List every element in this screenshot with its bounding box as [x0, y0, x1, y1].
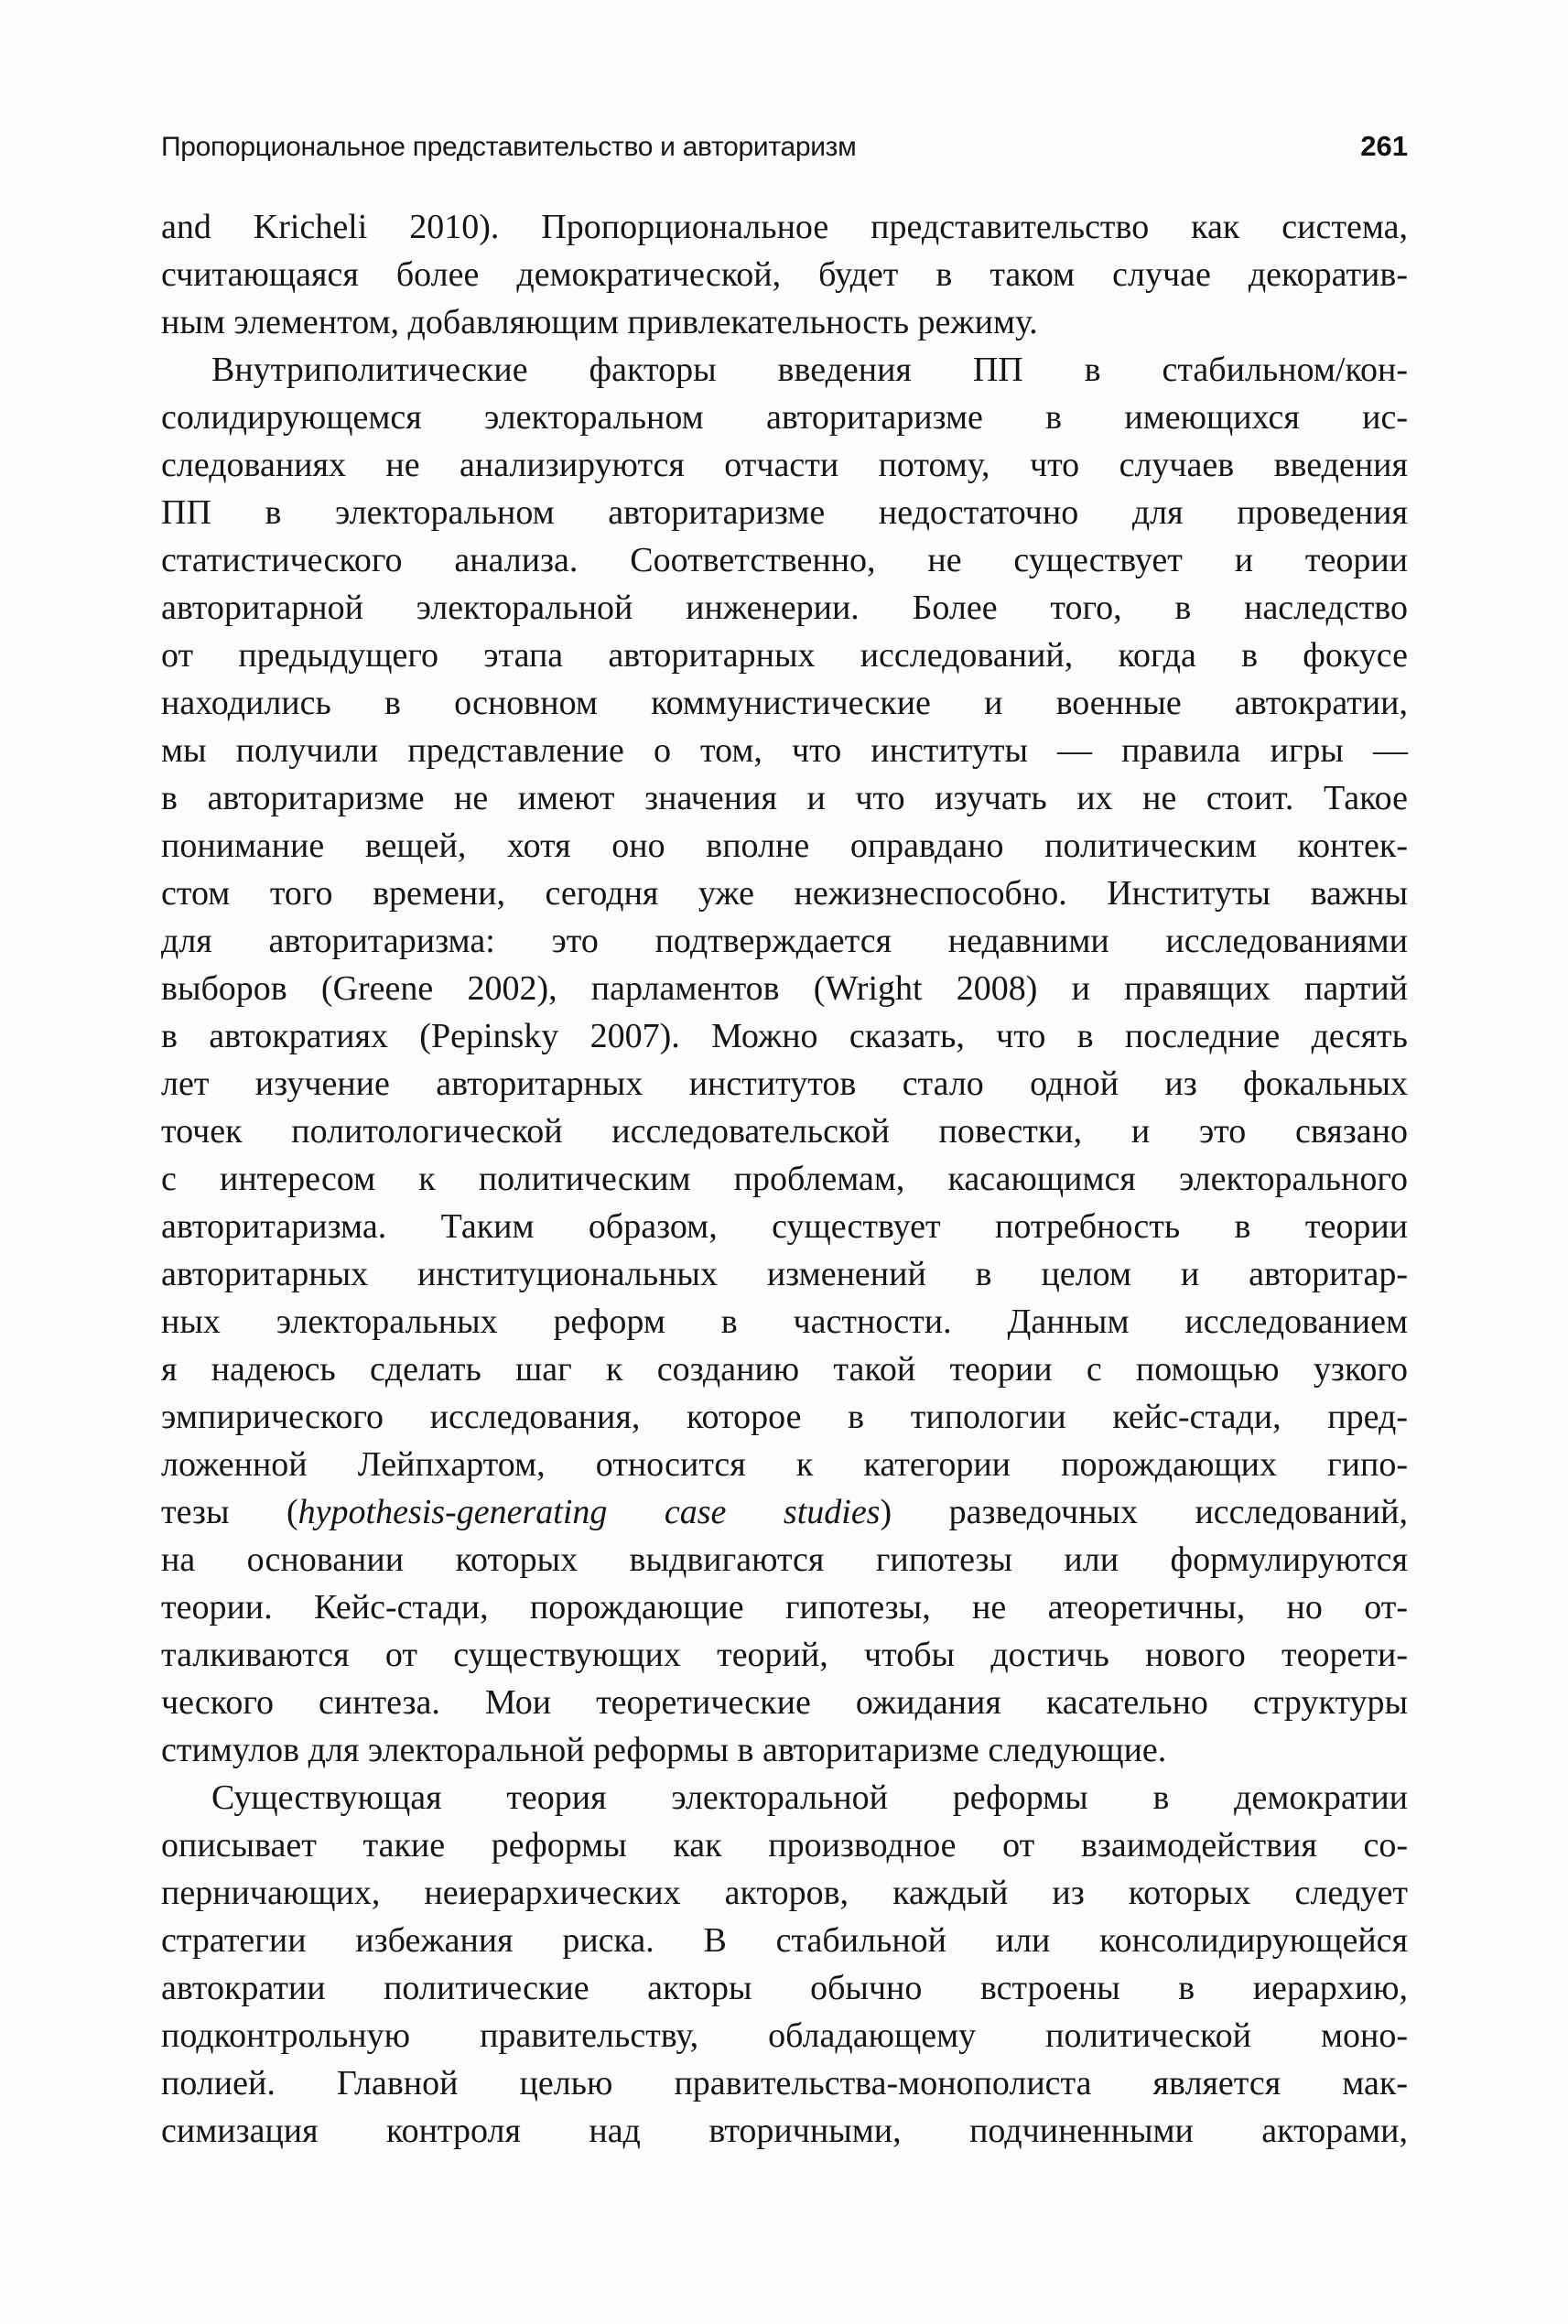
text-run: с интересом к политическим проблемам, касающимся электорального: [161, 1160, 1408, 1198]
text-line: [161, 822, 1408, 870]
text-run: and Kricheli 2010). Пропорциональное представительство как система,: [161, 208, 1408, 246]
text-line: [161, 1155, 1408, 1203]
text-line: [161, 2012, 1408, 2059]
text-run: ) разведочных исследований,: [880, 1493, 1409, 1531]
text-run: ческого синтеза. Мои теоретические ожидания касательно структуры: [161, 1683, 1408, 1722]
text-line: [161, 965, 1408, 1012]
text-run: для авторитаризма: это подтверждается недавними исследованиями: [161, 922, 1408, 960]
text-run: авторитарных институциональных изменений в целом и авторитар-: [161, 1255, 1408, 1293]
text-run: стимулов для электоральной реформы в авторитаризме следующие.: [161, 1731, 1167, 1769]
text-run: в автократиях (Pepinsky 2007). Можно сказать, что в последние десять: [161, 1017, 1408, 1055]
running-header: [161, 131, 1408, 163]
text-run: понимание вещей, хотя оно вполне оправдано политическим контек-: [161, 827, 1408, 865]
text-run: авторитаризма. Таким образом, существует потребность в теории: [161, 1207, 1408, 1246]
text-line: [161, 394, 1408, 441]
text-line: [161, 1250, 1408, 1298]
text-line: [161, 1726, 1408, 1774]
text-run: теории. Кейс-стади, порождающие гипотезы, не атеоретичны, но от-: [161, 1588, 1408, 1627]
text-run: перничающих, неиерархических акторов, каждый из которых следует: [161, 1874, 1408, 1912]
text-run: от предыдущего этапа авторитарных исследований, когда в фокусе: [161, 636, 1408, 675]
text-run: мы получили представление о том, что институты — правила игры —: [161, 731, 1408, 770]
paragraph: [161, 1774, 1408, 2155]
text-line: [161, 584, 1408, 632]
text-line: [161, 1917, 1408, 1964]
text-run: автократии политические акторы обычно встроены в иерархию,: [161, 1969, 1408, 2007]
text-run: ным элементом, добавляющим привлекательность режиму.: [161, 303, 1038, 341]
text-run: подконтрольную правительству, обладающему политической моно-: [161, 2016, 1408, 2055]
text-line: [161, 1964, 1408, 2012]
text-line: [161, 1298, 1408, 1346]
text-run: описывает такие реформы как производное от взаимодействия со-: [161, 1826, 1408, 1865]
text-run: симизация контроля над вторичными, подчиненными акторами,: [161, 2112, 1408, 2150]
text-run: считающаяся более демократической, будет в таком случае декоратив-: [161, 255, 1408, 294]
text-line: [161, 1774, 1408, 1821]
text-line: [161, 1631, 1408, 1679]
paragraph: [161, 203, 1408, 346]
text-run: талкиваются от существующих теорий, чтобы достичь нового теорети-: [161, 1636, 1408, 1674]
text-run: на основании которых выдвигаются гипотезы или формулируются: [161, 1540, 1408, 1579]
text-run: Существующая теория электоральной реформы в демократии: [211, 1778, 1408, 1817]
text-line: [161, 2107, 1408, 2155]
text-line: [161, 2059, 1408, 2107]
text-run: находились в основном коммунистические и военные автократии,: [161, 684, 1408, 722]
text-run: авторитарной электоральной инженерии. Более того, в наследство: [161, 589, 1408, 627]
text-line: [161, 774, 1408, 822]
text-line: [161, 1584, 1408, 1631]
text-line: [161, 1203, 1408, 1250]
text-run: полией. Главной целью правительства-монополиста является мак-: [161, 2064, 1408, 2102]
text-line: [161, 536, 1408, 584]
text-run: стом того времени, сегодня уже нежизнеспособно. Институты важны: [161, 874, 1408, 913]
text-line: [161, 1060, 1408, 1108]
text-line: [161, 251, 1408, 298]
text-line: [161, 1441, 1408, 1488]
text-run: эмпирического исследования, которое в типологии кейс-стади, пред-: [161, 1398, 1408, 1436]
text-line: [161, 489, 1408, 536]
text-run: ложенной Лейпхартом, относится к категории порождающих гипо-: [161, 1445, 1408, 1484]
text-line: [161, 870, 1408, 917]
text-line: [161, 1346, 1408, 1393]
text-line: [161, 1679, 1408, 1726]
text-run: тезы (: [161, 1493, 298, 1531]
text-run: точек политологической исследовательской повестки, и это связано: [161, 1112, 1408, 1151]
paragraph: [161, 346, 1408, 1774]
text-run: выборов (Greene 2002), парламентов (Wright 2008) и правящих партий: [161, 969, 1408, 1008]
text-run: в авторитаризме не имеют значения и что изучать их не стоит. Такое: [161, 779, 1408, 817]
text-line: [161, 346, 1408, 394]
text-run: Внутриполитические факторы введения ПП в стабильном/кон-: [211, 351, 1408, 389]
text-run: стратегии избежания риска. В стабильной или консолидирующейся: [161, 1921, 1408, 1960]
text-line: [161, 1869, 1408, 1917]
text-line: [161, 1488, 1408, 1536]
text-line: [161, 1536, 1408, 1584]
text-run: солидирующемся электоральном авторитаризме в имеющихся ис-: [161, 398, 1408, 437]
text-line: [161, 632, 1408, 679]
text-line: [161, 1821, 1408, 1869]
text-run: лет изучение авторитарных институтов стало одной из фокальных: [161, 1065, 1408, 1103]
text-line: [161, 441, 1408, 489]
text-line: [161, 1108, 1408, 1155]
text-run: я надеюсь сделать шаг к созданию такой теории с помощью узкого: [161, 1350, 1408, 1389]
text-line: [161, 727, 1408, 774]
text-run: ПП в электоральном авторитаризме недостаточно для проведения: [161, 493, 1408, 532]
text-line: [161, 1393, 1408, 1441]
text-run: статистического анализа. Соответственно, не существует и теории: [161, 541, 1408, 579]
text-run: ных электоральных реформ в частности. Данным исследованием: [161, 1303, 1408, 1341]
page-number: 261: [1360, 130, 1408, 162]
text-line: [161, 298, 1408, 346]
text-run: следованиях не анализируются отчасти потому, что случаев введения: [161, 446, 1408, 484]
text-line: [161, 679, 1408, 727]
text-line: [161, 917, 1408, 965]
text-line: [161, 203, 1408, 251]
running-title: Пропорциональное представительство и авторитаризм: [161, 132, 857, 162]
text-run: hypothesis-generating case studies: [297, 1493, 881, 1531]
text-line: [161, 1012, 1408, 1060]
body-text: [161, 203, 1408, 2155]
